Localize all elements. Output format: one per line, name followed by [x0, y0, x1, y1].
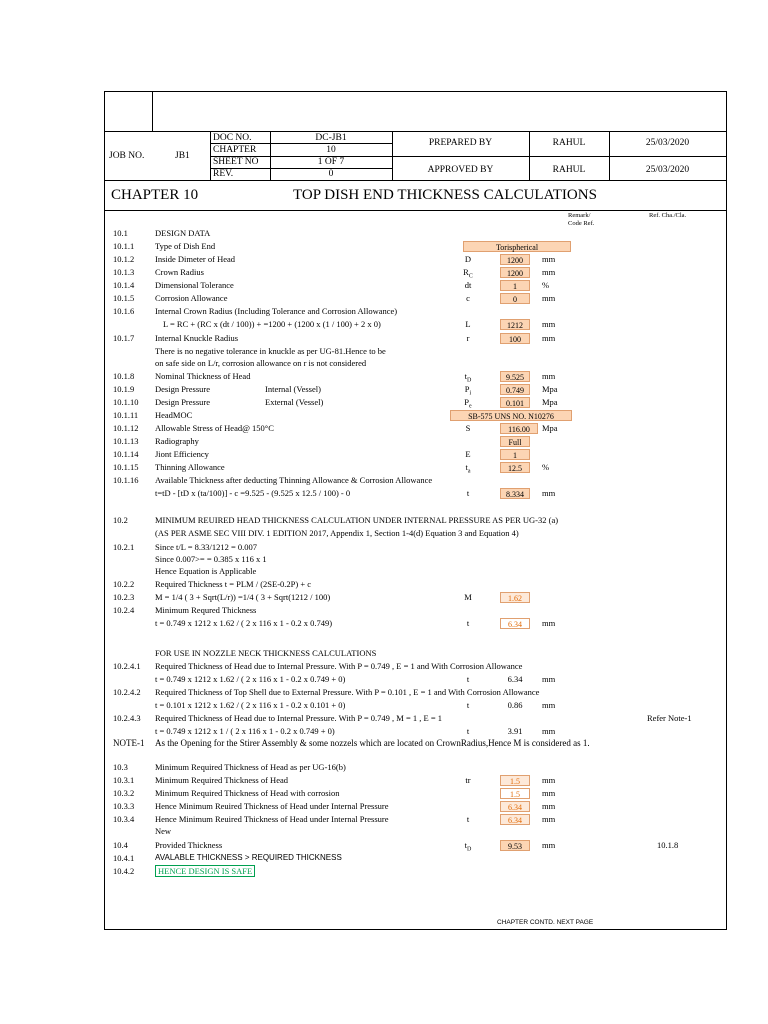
row-symbol: t [466, 674, 470, 684]
min-thickness-with-corrosion-value: 1.5 [500, 788, 530, 799]
min-thickness-new-value: 6.34 [500, 814, 530, 825]
row-label: Minimum Required Thickness of Head [155, 775, 288, 785]
chapter-bottom-line [105, 210, 726, 211]
header-divider [105, 131, 726, 132]
row-label: Required Thickness of Top Shell due to External Pressure. With P = 0.101 , E = 1 and With Corrosion Allowance [155, 687, 540, 697]
row-formula: L = RC + (RC x (dt / 100)) + =1200 + (1200 x (1 / 100) + 2 x 0) [163, 319, 381, 329]
page-title: TOP DISH END THICKNESS CALCULATIONS [293, 187, 597, 203]
row-formula: t = 0.749 x 1212 x 1 / ( 2 x 116 x 1 - 0.2 x 0.749 + 0) [155, 726, 335, 736]
corrosion-allowance-value: 0 [500, 293, 530, 304]
row-number: 10.1.6 [113, 306, 135, 316]
row-label: Nominal Thickness of Head [155, 371, 251, 381]
row-number: 10.1.11 [113, 410, 139, 420]
m-factor-value: 1.62 [500, 592, 530, 603]
nozzle-section-title: FOR USE IN NOZZLE NECK THICKNESS CALCULATIONS [155, 648, 377, 658]
row-number: 10.1.3 [113, 267, 135, 277]
row-number: 10.3.3 [113, 801, 135, 811]
row-symbol: dt [464, 280, 472, 290]
section-number: 10.4 [113, 840, 128, 850]
row-number: 10.3.4 [113, 814, 135, 824]
row-label: HeadMOC [155, 410, 193, 420]
row-unit: Mpa [542, 384, 558, 394]
row-unit: mm [542, 267, 556, 277]
row-number: 10.1.13 [113, 436, 139, 446]
row-label: M = 1/4 ( 3 + Sqrt(L/r)) =1/4 ( 3 + Sqrt(1212 / 100) [155, 592, 331, 602]
row-unit: Mpa [542, 423, 558, 433]
row-symbol: r [466, 333, 470, 343]
row-unit: mm [542, 726, 556, 736]
row-symbol: $P_i$ [464, 384, 472, 397]
row-unit: % [542, 462, 550, 472]
row-number: 10.4.2 [113, 866, 135, 876]
row-symbol: $P_e$ [464, 397, 472, 410]
approved-date: 25/03/2020 [645, 165, 690, 175]
row-label: Minimum Required Thickness of Head with corrosion [155, 788, 340, 798]
nozzle-thickness-external: 0.86 [507, 700, 523, 710]
row-number: 10.1.9 [113, 384, 135, 394]
row-label: Since 0.007>= = 0.385 x 116 x 1 [155, 554, 267, 564]
row-label: Required Thickness t = PLM / (2SE-0.2P) + c [155, 579, 312, 589]
row-unit: % [542, 280, 550, 290]
external-pressure-value: 0.101 [500, 397, 530, 408]
design-safe-badge: HENCE DESIGN IS SAFE [155, 865, 255, 877]
row-unit: mm [542, 700, 556, 710]
head-material-value: SB-575 UNS NO. N10276 [450, 410, 572, 421]
row-label: Jiont Efficiency [155, 449, 209, 459]
row-number: 10.1.14 [113, 449, 139, 459]
row-formula: t = 0.101 x 1212 x 1.62 / ( 2 x 116 x 1 - 0.2 x 0.101 + 0) [155, 700, 346, 710]
section-title: MINIMUM REUIRED HEAD THICKNESS CALCULATION UNDER INTERNAL PRESSURE AS PER UG-32 (a) [155, 515, 559, 525]
approved-by-name: RAHUL [552, 165, 586, 175]
job-label: JOB NO. [109, 151, 145, 161]
row-number: 10.1.5 [113, 293, 135, 303]
row-symbol: t [466, 726, 470, 736]
rev-value: 0 [328, 169, 334, 179]
internal-pressure-value: 0.749 [500, 384, 530, 395]
thinning-allowance-value: 12.5 [500, 462, 530, 473]
doc-no-label: DOC NO. [213, 133, 252, 143]
row-label: Design Pressure [155, 384, 211, 394]
nozzle-thickness-internal: 6.34 [507, 674, 523, 684]
row-formula: t=tD - [tD x (ta/100)] - c =9.525 - (9.525 x 12.5 / 100) - 0 [155, 488, 351, 498]
header-bottom-line [105, 180, 726, 181]
row-symbol: $R_C$ [463, 267, 473, 280]
row-symbol: S [465, 423, 471, 433]
row-symbol: t [466, 488, 470, 498]
nozzle-thickness-m1: 3.91 [507, 726, 523, 736]
sheet-no-value: 1 OF 7 [317, 157, 345, 167]
min-required-thickness-value: 6.34 [500, 618, 530, 629]
row-label: Type of Dish End [155, 241, 216, 251]
row-symbol: t [466, 618, 470, 628]
tolerance-value: 1 [500, 280, 530, 291]
row-number: 10.1.7 [113, 333, 135, 343]
row-number: 10.2.4 [113, 605, 135, 615]
row-label-secondary: Internal (Vessel) [265, 384, 321, 394]
row-label: Required Thickness of Head due to Internal Pressure. With P = 0.749 , E = 1 and With Corrosion Allowance [155, 661, 523, 671]
row-unit: mm [542, 371, 556, 381]
row-symbol: t [466, 814, 470, 824]
row-number: 10.3.2 [113, 788, 135, 798]
min-thickness-internal-value: 6.34 [500, 801, 530, 812]
row-number: 10.2.4.2 [113, 687, 141, 697]
section-number: 10.3 [113, 762, 128, 772]
section-number: 10.1 [113, 228, 128, 238]
prepared-by-name: RAHUL [552, 138, 586, 148]
row-number: 10.2.1 [113, 542, 135, 552]
row-unit: mm [542, 254, 556, 264]
row-label: Radiography [155, 436, 199, 446]
crown-radius-value: 1200 [500, 267, 530, 278]
row-unit: mm [542, 788, 556, 798]
row-symbol: $t_D$ [464, 371, 472, 384]
radiography-value: Full [500, 436, 530, 447]
row-number: 10.4.1 [113, 853, 135, 863]
row-unit: mm [542, 333, 556, 343]
row-label: Dimensional Tolerance [155, 280, 234, 290]
row-label: Available Thickness after deducting Thinning Allowance & Corrosion Allowance [155, 475, 433, 485]
row-number: 10.3.1 [113, 775, 135, 785]
row-label: Allowable Stress of Head@ 150°C [155, 423, 274, 433]
continued-footer: CHAPTER CONTD. NEXT PAGE [497, 919, 594, 926]
row-symbol: L [465, 319, 471, 329]
chapter-value: 10 [326, 145, 336, 155]
sheet-no-label: SHEET NO [213, 157, 259, 167]
available-thickness-value: 8.334 [500, 488, 530, 499]
row-unit: Mpa [542, 397, 558, 407]
header-row-line [210, 143, 392, 144]
nominal-thickness-value: 9.525 [500, 371, 530, 382]
row-formula: t = 0.749 x 1212 x 1.62 / ( 2 x 116 x 1 - 0.2 x 0.749 + 0) [155, 674, 346, 684]
rev-label: REV. [213, 169, 234, 179]
row-number: 10.1.4 [113, 280, 135, 290]
row-unit: mm [542, 801, 556, 811]
row-label: Crown Radius [155, 267, 204, 277]
row-unit: mm [542, 674, 556, 684]
chapter-label: CHAPTER [213, 145, 257, 155]
row-label: Required Thickness of Head due to Internal Pressure. With P = 0.749 , M = 1 , E = 1 [155, 713, 443, 723]
row-number: 10.2.4.1 [113, 661, 141, 671]
prepared-by-label: PREPARED BY [428, 138, 493, 148]
row-unit: mm [542, 293, 556, 303]
row-symbol: D [464, 254, 472, 264]
row-note: There is no negative tolerance in knuckle as per UG-81.Hence to be [155, 346, 386, 356]
row-symbol: tr [465, 775, 471, 785]
row-number: 10.1.2 [113, 254, 135, 264]
approved-by-label: APPROVED BY [427, 165, 494, 175]
row-unit: mm [542, 775, 556, 785]
row-symbol: $t_D$ [464, 840, 472, 853]
min-thickness-ug16-value: 1.5 [500, 775, 530, 786]
inside-diameter-value: 1200 [500, 254, 530, 265]
row-label: Hence Minimum Reuired Thickness of Head under Internal Pressure [155, 801, 389, 811]
row-label: Thinning Allowance [155, 462, 225, 472]
row-number: 10.1.8 [113, 371, 135, 381]
section-title: DESIGN DATA [155, 228, 211, 238]
note-text: As the Opening for the Stirer Assembly & some nozzels which are located on CrownRadius,Hence M is considered as 1. [155, 738, 590, 748]
prepared-date: 25/03/2020 [645, 138, 690, 148]
row-symbol: M [464, 592, 472, 602]
code-reference: 10.1.8 [657, 840, 679, 850]
chapter-label: CHAPTER 10 [111, 187, 199, 203]
row-label: Since t/L = 8.33/1212 = 0.007 [155, 542, 258, 552]
row-number: 10.1.1 [113, 241, 135, 251]
row-label: Inside Dimeter of Head [155, 254, 236, 264]
header-logo-divider [152, 92, 153, 131]
row-label: Corrosion Allowance [155, 293, 228, 303]
row-label: Internal Crown Radius (Including Tolerance and Corrosion Allowance) [155, 306, 398, 316]
row-number: 10.2.2 [113, 579, 135, 589]
section-subtitle: (AS PER ASME SEC VIII DIV. 1 EDITION 2017, Appendix 1, Section 1-4(d) Equation 3 and Equation 4) [155, 528, 519, 538]
document-page [104, 91, 727, 930]
row-number: 10.1.10 [113, 397, 139, 407]
row-unit: mm [542, 319, 556, 329]
row-label: Minimum Requred Thickness [155, 605, 257, 615]
row-unit: mm [542, 488, 556, 498]
row-unit: mm [542, 814, 556, 824]
head-type-value: Torispherical [463, 241, 571, 252]
row-number: 10.2.4.3 [113, 713, 141, 723]
row-number: 10.2.3 [113, 592, 135, 602]
row-label: Internal Knuckle Radius [155, 333, 239, 343]
row-label: Hence Minimum Reuired Thickness of Head under Internal Pressure [155, 814, 389, 824]
row-label: Hence Equation is Applicable [155, 566, 257, 576]
row-number: 10.1.15 [113, 462, 139, 472]
ref-cha-column-header: Ref. Cha./Cla. [649, 212, 687, 219]
knuckle-radius-value: 100 [500, 333, 530, 344]
doc-no-value: DC-JB1 [315, 133, 347, 143]
internal-crown-radius-value: 1212 [500, 319, 530, 330]
row-label: Design Pressure [155, 397, 211, 407]
row-number: 10.1.12 [113, 423, 139, 433]
row-label-secondary: New [155, 826, 172, 836]
note-number: NOTE-1 [113, 738, 145, 748]
row-label: Provided Thickness [155, 840, 223, 850]
section-title: Minimum Required Thickness of Head as per UG-16(b) [155, 762, 346, 772]
provided-thickness-value: 9.53 [500, 840, 530, 851]
row-unit: mm [542, 618, 556, 628]
job-value: JB1 [175, 151, 190, 161]
conclusion-text: AVALABLE THICKNESS > REQUIRED THICKNESS [155, 853, 342, 862]
joint-efficiency-value: 1 [500, 449, 530, 460]
row-number: 10.1.16 [113, 475, 139, 485]
row-symbol: $t_a$ [465, 462, 471, 475]
row-note: on safe side on L/r, corrosion allowance on r is not considered [155, 358, 367, 368]
row-unit: mm [542, 840, 556, 850]
remark-column-header: Remark/ [568, 212, 591, 219]
row-label-secondary: External (Vessel) [265, 397, 324, 407]
row-symbol: c [466, 293, 470, 303]
row-symbol: E [465, 449, 471, 459]
code-ref-column-header: Code Ref. [568, 220, 595, 227]
section-number: 10.2 [113, 515, 128, 525]
refer-note-reference: Refer Note-1 [647, 713, 692, 723]
row-symbol: t [466, 700, 470, 710]
allowable-stress-value: 116.00 [500, 423, 538, 434]
row-formula: t = 0.749 x 1212 x 1.62 / ( 2 x 116 x 1 - 0.2 x 0.749) [155, 618, 333, 628]
